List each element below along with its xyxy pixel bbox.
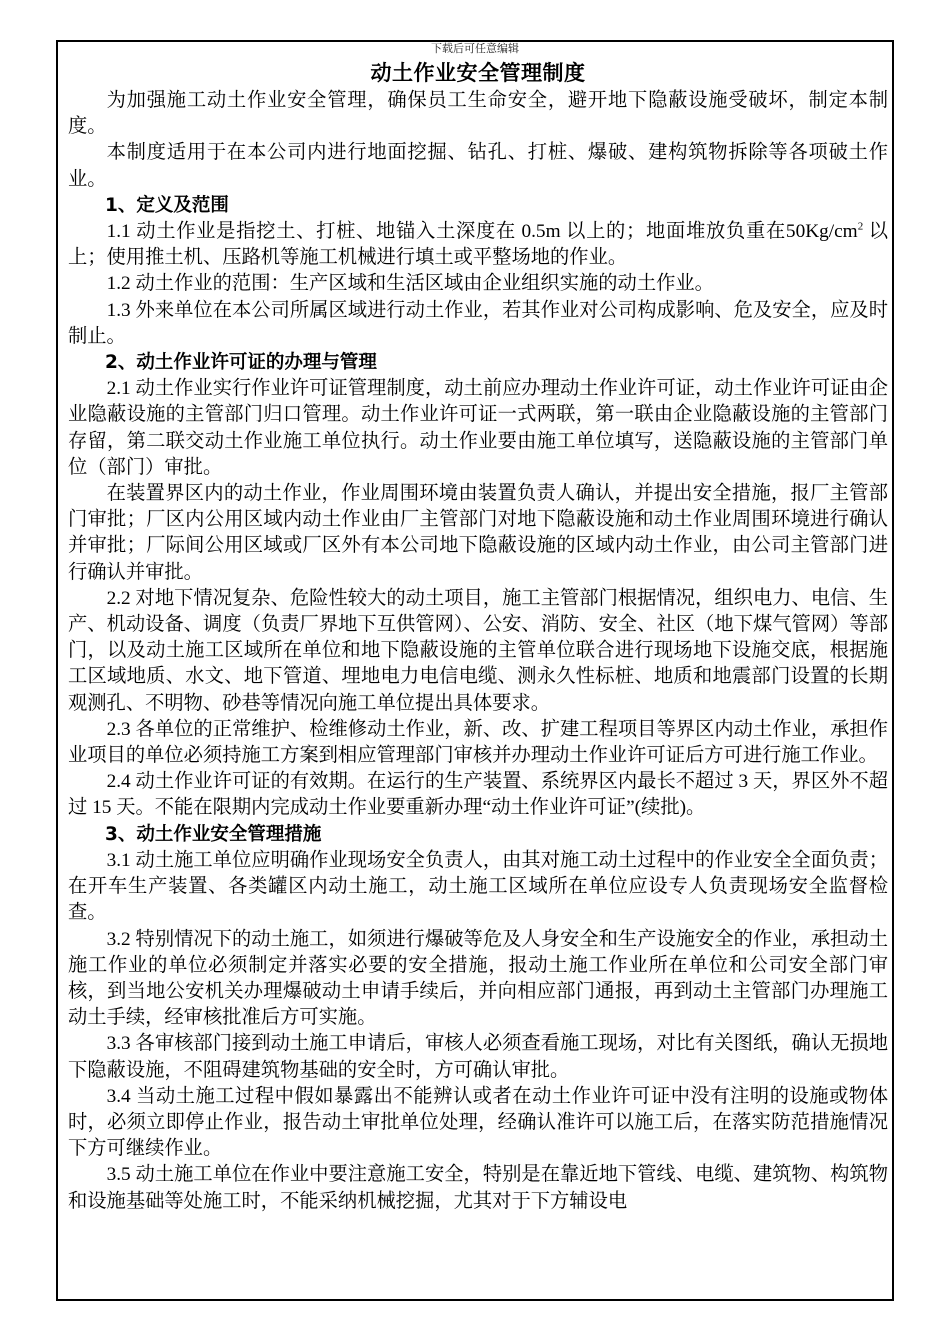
download-note: 下载后可任意编辑 [431, 42, 519, 55]
paragraph-text: 1.1 动土作业是指挖土、打桩、地锚入土深度在 0.5m 以上的；地面堆放负重在50Kg/cm [106, 221, 858, 243]
paragraph [68, 1162, 888, 1214]
paragraph-text: 本制度适用于在本公司内进行地面挖掘、钻孔、打桩、爆破、建构筑物拆除等各项破土作业。 [68, 142, 888, 190]
paragraph [68, 848, 888, 927]
section-heading [68, 193, 888, 219]
paragraph [68, 376, 888, 481]
paragraph-text: 为加强施工动土作业安全管理，确保员工生命安全，避开地下隐蔽设施受破坏，制定本制度。 [68, 90, 888, 138]
paragraph-text: 2.4 动土作业许可证的有效期。在运行的生产装置、系统界区内最长不超过 3 天，界区外不超过 15 天。不能在限期内完成动土作业要重新办理“动土作业许可证”(续批)。 [68, 771, 888, 819]
paragraph-text: 3、动土作业安全管理措施 [105, 823, 322, 845]
paragraph [68, 927, 888, 1032]
paragraph-text: 2、动土作业许可证的办理与管理 [105, 352, 377, 374]
paragraph-text: 2.1 动土作业实行作业许可证管理制度，动土前应办理动土作业许可证，动土作业许可证由企业隐蔽设施的主管部门归口管理。动土作业许可证一式两联，第一联由企业隐蔽设施的主管部门存留，第二联交动土作业施工单位执行。动土作业要由施工单位填写，送隐蔽设施的主管部门单位（部门）审批。 [68, 378, 888, 478]
paragraph-text: 3.5 动土施工单位在作业中要注意施工安全，特别是在靠近地下管线、电缆、建筑物、构筑物和设施基础等处施工时，不能采纳机械挖掘，尤其对于下方辅设电 [68, 1164, 888, 1212]
paragraph-text: 3.1 动土施工单位应明确作业现场安全负责人，由其对施工动土过程中的作业安全全面负责；在开车生产装置、各类罐区内动土施工，动土施工区域所在单位应设专人负责现场安全监督检查。 [68, 849, 888, 924]
paragraph-text: 2.2 对地下情况复杂、危险性较大的动土项目，施工主管部门根据情况，组织电力、电信、生产、机动设备、调度（负责厂界地下互供管网）、公安、消防、安全、社区（地下煤气管网）等部门，以及动土施工区域所在单位和地下隐蔽设施的主管单位联合进行现场地下设施交底，根据施工区域地质、水文、地下管道、埋地电力电信电缆、测永久性标桩、地质和地震部门设置的长期观测孔、不明物、砂巷等情况向施工单位提出具体要求。 [68, 587, 888, 714]
paragraph [68, 140, 888, 192]
paragraph-list [68, 88, 888, 1215]
document-title: 动土作业安全管理制度 [370, 61, 586, 85]
paragraph [68, 219, 888, 271]
paragraph [68, 1084, 888, 1163]
paragraph [68, 298, 888, 350]
paragraph-text: 3.3 各审核部门接到动土施工申请后，审核人必须查看施工现场，对比有关图纸，确认无损地下隐蔽设施，不阻碍建筑物基础的安全时，方可确认审批。 [68, 1033, 888, 1081]
paragraph [68, 586, 888, 717]
paragraph [68, 481, 888, 586]
paragraph [68, 1031, 888, 1083]
paragraph-text: 3.4 当动土施工过程中假如暴露出不能辨认或者在动土作业许可证中没有注明的设施或物体时，必须立即停止作业，报告动土审批单位处理，经确认准许可以施工后，在落实防范措施情况下方可继续作业。 [68, 1085, 888, 1160]
paragraph [68, 769, 888, 821]
superscript: 2 [857, 220, 864, 233]
paragraph [68, 271, 888, 297]
paragraph-text: 1.3 外来单位在本公司所属区域进行动土作业，若其作业对公司构成影响、危及安全，应及时制止。 [68, 299, 888, 347]
paragraph [68, 717, 888, 769]
paragraph-text: 在装置界区内的动土作业，作业周围环境由装置负责人确认，并提出安全措施，报厂主管部门审批；厂区内公用区域内动土作业由厂主管部门对地下隐蔽设施和动土作业周围环境进行确认并审批；厂际间公用区域或厂区外有本公司地下隐蔽设施的区域内动土作业，由公司主管部门进行确认并审批。 [68, 483, 888, 583]
paragraph [68, 88, 888, 140]
paragraph-text: 2.3 各单位的正常维护、检维修动土作业，新、改、扩建工程项目等界区内动土作业，承担作业项目的单位必须持施工方案到相应管理部门审核并办理动土作业许可证后方可进行施工作业。 [68, 718, 888, 767]
paragraph-text-tail: 以上；使用推土机、压路机等施工机械进行填土或平整场地的作业。 [68, 221, 888, 269]
paragraph-text: 1.2 动土作业的范围：生产区域和生活区域由企业组织实施的动土作业。 [106, 273, 714, 295]
section-heading [68, 350, 888, 376]
document-body [68, 58, 888, 1215]
paragraph-text: 1、定义及范围 [105, 194, 229, 216]
paragraph-text: 3.2 特别情况下的动土施工，如须进行爆破等危及人身安全和生产设施安全的作业，承担动土施工作业的单位必须制定并落实必要的安全措施，报动土施工作业所在单位和公司安全部门审核，到当地公安机关办理爆破动土申请手续后，并向相应部门通报，再到动土主管部门办理施工动土手续，经审核批准后方可实施。 [68, 928, 888, 1029]
section-heading [68, 822, 888, 848]
